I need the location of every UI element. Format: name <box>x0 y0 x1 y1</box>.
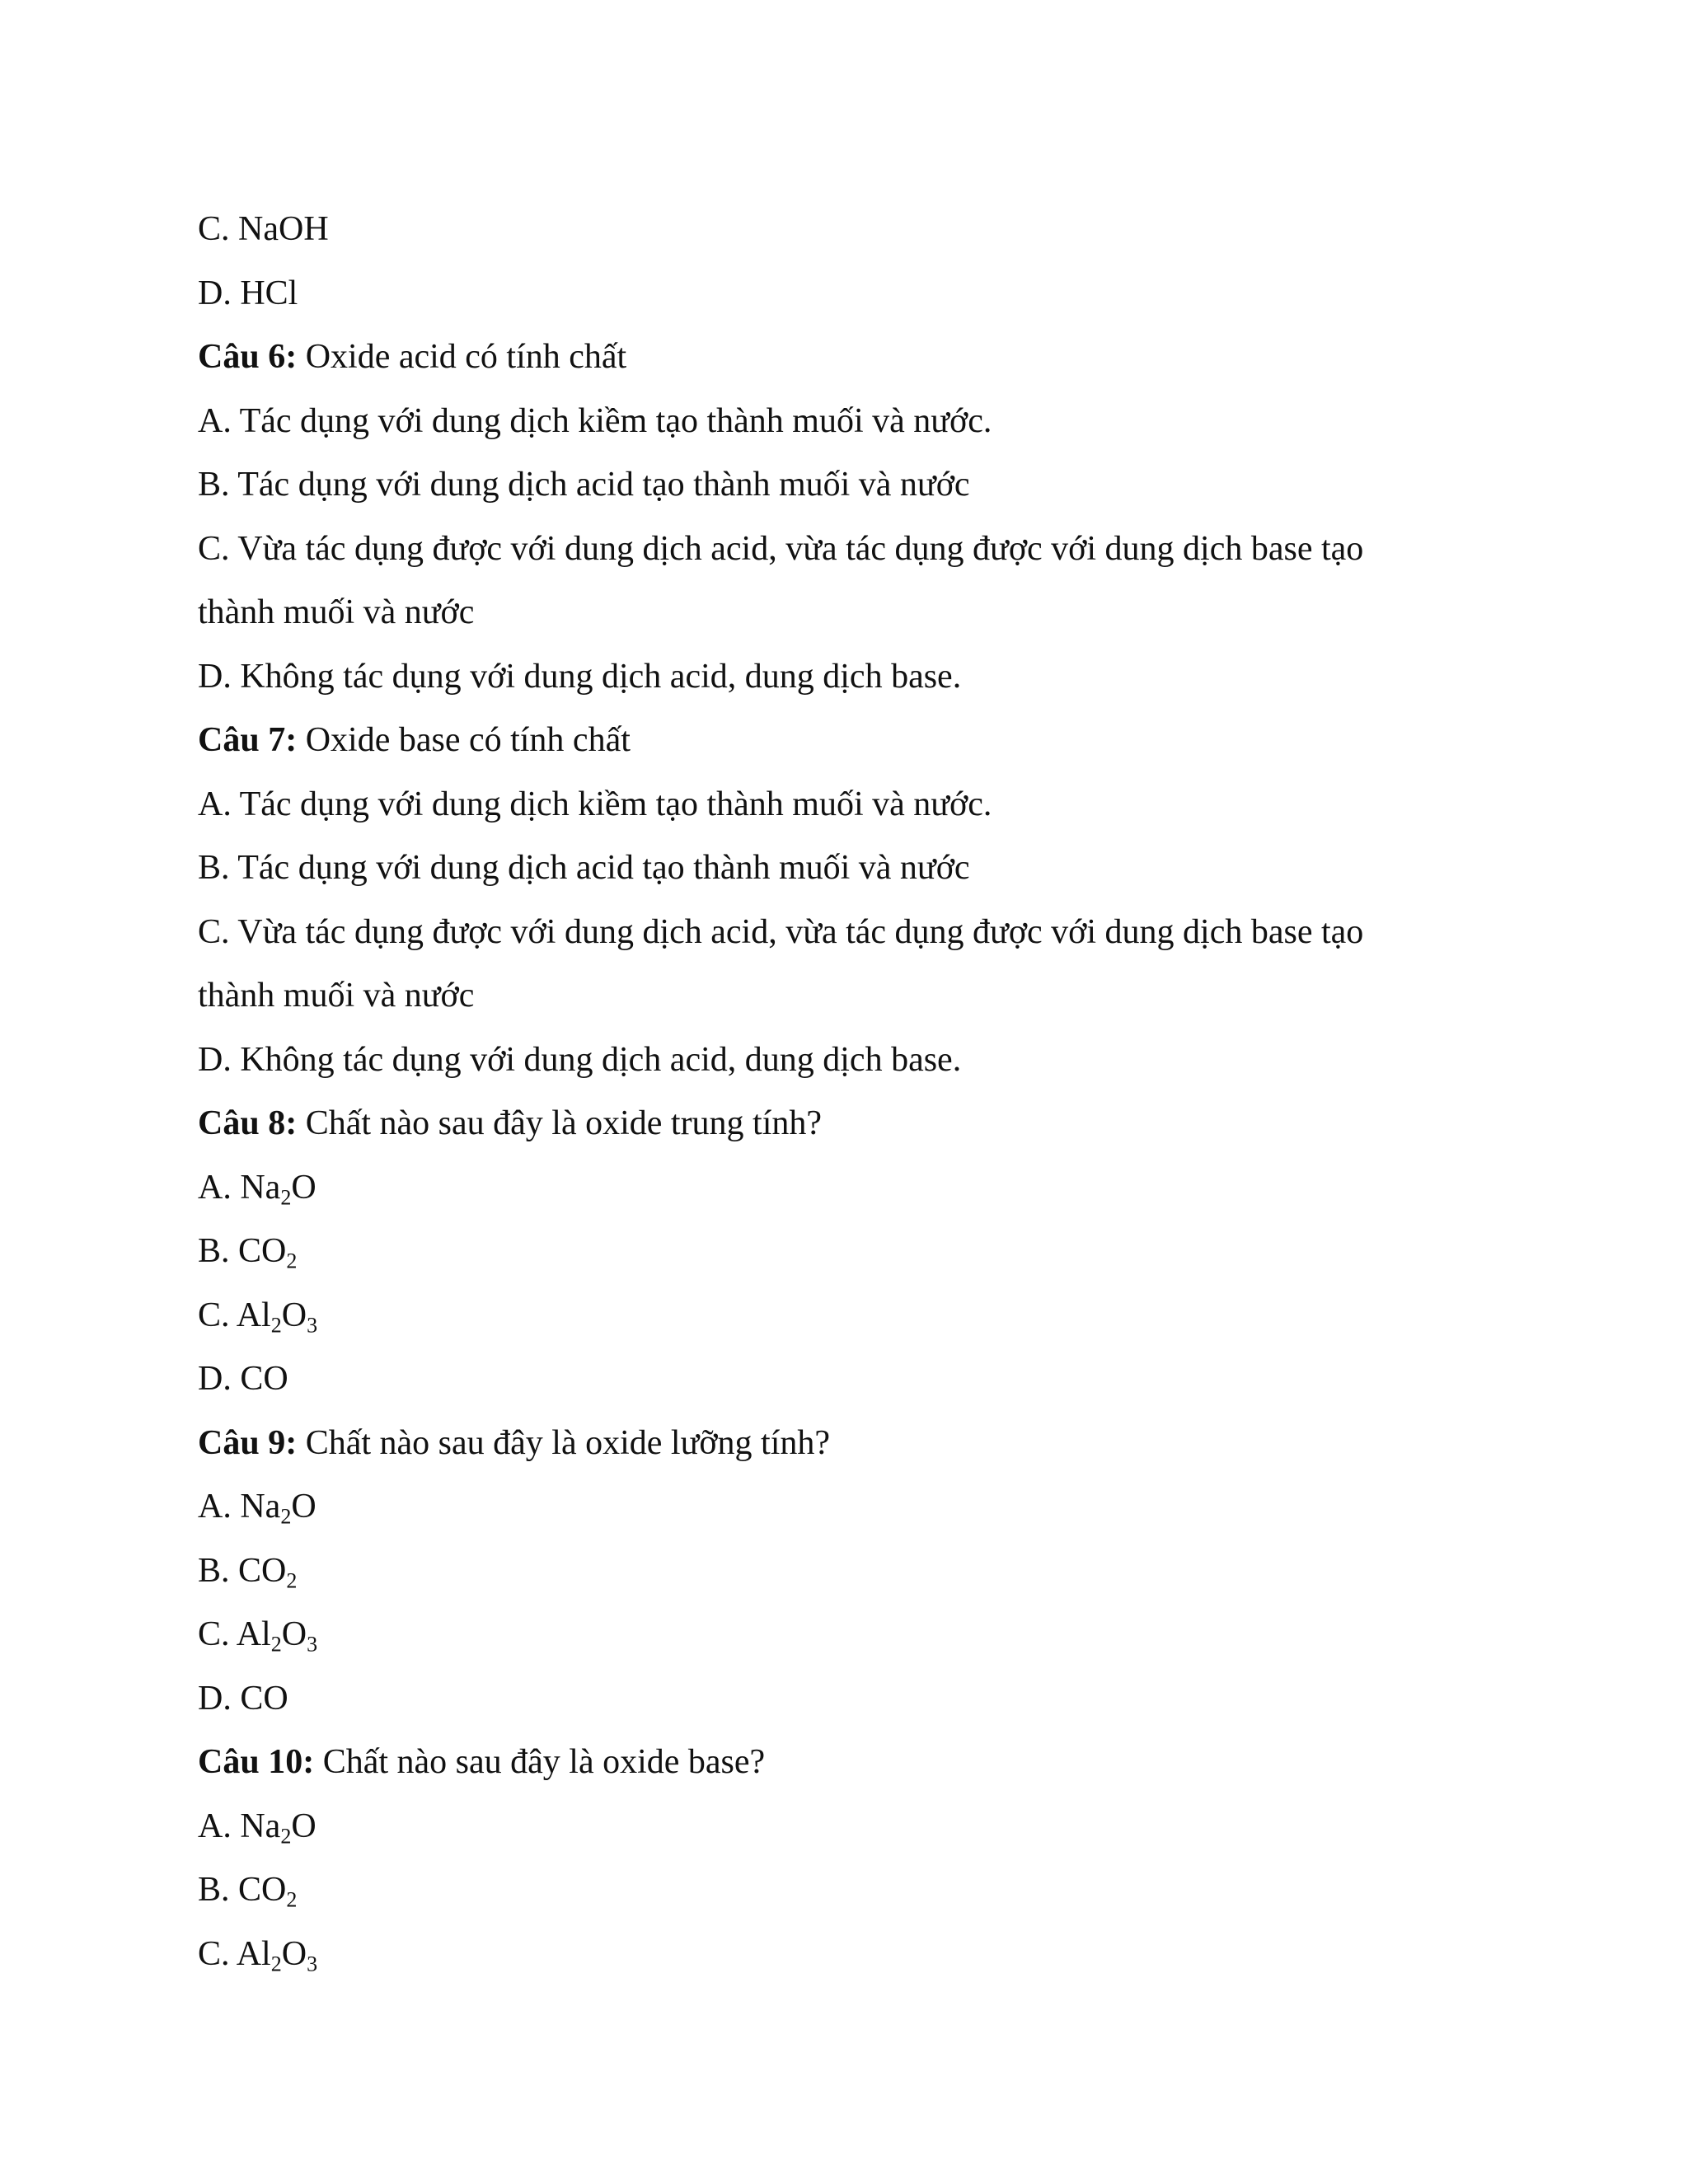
formula-part: B. CO <box>198 1551 287 1590</box>
formula-part: C. Al <box>198 1934 271 1973</box>
option-d: D. CO <box>198 1679 288 1718</box>
subscript: 2 <box>270 1632 282 1657</box>
formula-part: C. Al <box>198 1615 271 1653</box>
question-text: Chất nào sau đây là oxide base? <box>314 1743 766 1781</box>
subscript: 2 <box>286 1887 298 1912</box>
question-10 <box>198 1731 1484 1795</box>
subscript: 2 <box>270 1951 282 1975</box>
question-6 <box>198 326 1484 390</box>
option-a <box>198 1475 1484 1540</box>
formula-part: A. Na <box>198 1807 281 1845</box>
formula-part: C. Al <box>198 1296 271 1334</box>
option-b <box>198 1540 1484 1604</box>
subscript: 2 <box>280 1823 292 1848</box>
document-page <box>198 198 1484 1986</box>
option-c <box>198 1923 1484 1987</box>
formula-part: A. Na <box>198 1488 281 1526</box>
formula-part: A. Na <box>198 1168 281 1207</box>
option-line-continuation: thành muối và nước <box>198 977 475 1015</box>
formula-part: O <box>291 1488 316 1526</box>
subscript: 2 <box>270 1312 282 1337</box>
option-line: B. Tác dụng với dung dịch acid tạo thành muối và nước <box>198 466 970 504</box>
formula-part: B. CO <box>198 1871 287 1909</box>
subscript: 3 <box>307 1632 318 1657</box>
option-d: D. CO <box>198 1360 288 1398</box>
subscript: 2 <box>280 1504 292 1529</box>
question-label: Câu 8: <box>198 1104 298 1142</box>
option-line: A. Tác dụng với dung dịch kiềm tạo thành muối và nước. <box>198 401 992 440</box>
option-a <box>198 1156 1484 1221</box>
option-line: C. Vừa tác dụng được với dung dịch acid, vừa tác dụng được với dung dịch base tạo <box>198 912 1364 951</box>
subscript: 2 <box>286 1249 298 1273</box>
subscript: 3 <box>307 1951 318 1975</box>
question-8 <box>198 1092 1484 1156</box>
option-a <box>198 1795 1484 1859</box>
question-text: Chất nào sau đây là oxide trung tính? <box>297 1104 823 1142</box>
formula-part: O <box>281 1296 307 1334</box>
option-c <box>198 1603 1484 1667</box>
formula-part: O <box>281 1615 307 1653</box>
question-text: Oxide base có tính chất <box>297 721 631 759</box>
option-line: D. HCl <box>198 274 298 312</box>
formula-part: O <box>291 1807 316 1845</box>
question-label: Câu 6: <box>198 338 298 376</box>
subscript: 2 <box>280 1184 292 1209</box>
question-label: Câu 7: <box>198 721 298 759</box>
option-line: A. Tác dụng với dung dịch kiềm tạo thành muối và nước. <box>198 785 992 823</box>
option-b <box>198 1220 1484 1284</box>
question-label: Câu 9: <box>198 1423 298 1462</box>
question-9 <box>198 1412 1484 1476</box>
option-line: D. Không tác dụng với dung dịch acid, dung dịch base. <box>198 1040 962 1079</box>
option-line: D. Không tác dụng với dung dịch acid, dung dịch base. <box>198 657 962 696</box>
subscript: 3 <box>307 1312 318 1337</box>
question-label: Câu 10: <box>198 1743 315 1781</box>
option-line: C. NaOH <box>198 210 329 248</box>
option-c <box>198 1284 1484 1348</box>
option-b <box>198 1858 1484 1923</box>
option-line: B. Tác dụng với dung dịch acid tạo thành muối và nước <box>198 849 970 887</box>
question-7 <box>198 709 1484 773</box>
formula-part: O <box>291 1168 316 1207</box>
option-line: C. Vừa tác dụng được với dung dịch acid, vừa tác dụng được với dung dịch base tạo <box>198 529 1364 568</box>
option-line-continuation: thành muối và nước <box>198 593 475 631</box>
formula-part: B. CO <box>198 1232 287 1270</box>
question-text: Chất nào sau đây là oxide lưỡng tính? <box>297 1423 831 1462</box>
subscript: 2 <box>286 1568 298 1592</box>
formula-part: O <box>281 1934 307 1973</box>
question-text: Oxide acid có tính chất <box>297 338 627 376</box>
